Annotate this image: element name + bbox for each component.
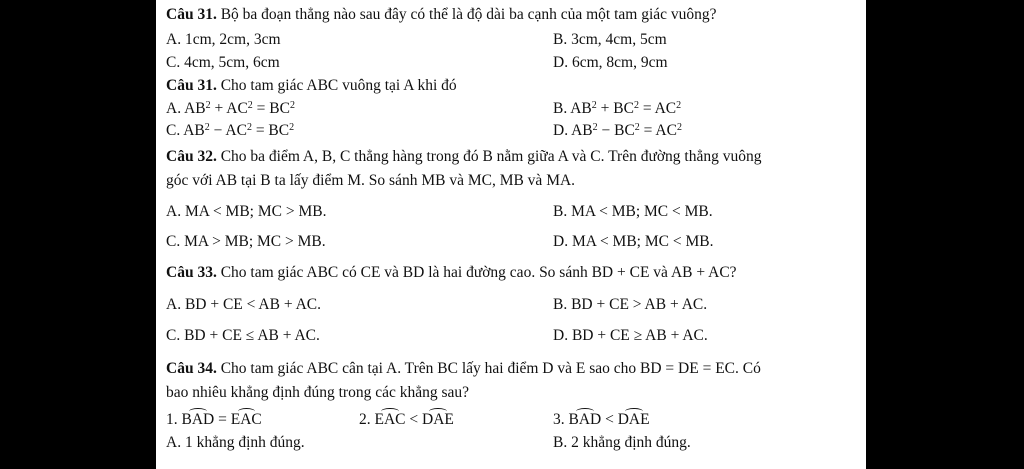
q33-stem: Câu 33. Cho tam giác ABC có CE và BD là hai đường cao. So sánh BD + CE và AB + AC? xyxy=(166,264,737,281)
q34-statement-3: 3. BAD < DAE xyxy=(553,411,650,428)
worksheet-page xyxy=(156,0,866,469)
q34-stem-line2: bao nhiêu khẳng định đúng trong các khẳng sau? xyxy=(166,384,470,401)
q31a-stem: Câu 31. Bộ ba đoạn thẳng nào sau đây có thể là độ dài ba cạnh của một tam giác vuông? xyxy=(166,6,717,23)
angle-mark: DAE xyxy=(422,411,454,428)
q31b-stem: Câu 31. Cho tam giác ABC vuông tại A khi đó xyxy=(166,77,457,94)
q33-option-b: B. BD + CE > AB + AC. xyxy=(553,296,708,313)
angle-mark: BAD xyxy=(568,411,602,428)
q32-option-b: B. MA < MB; MC < MB. xyxy=(553,203,713,220)
q33-option-a: A. BD + CE < AB + AC. xyxy=(166,296,321,313)
q32-option-d: D. MA < MB; MC < MB. xyxy=(553,233,714,250)
q34-stem-line1: Câu 34. Cho tam giác ABC cân tại A. Trên BC lấy hai điểm D và E sao cho BD = DE = EC. Có xyxy=(166,360,761,377)
q33-option-c: C. BD + CE ≤ AB + AC. xyxy=(166,327,320,344)
q32-stem-line1: Câu 32. Cho ba điểm A, B, C thẳng hàng trong đó B nằm giữa A và C. Trên đường thẳng vuông xyxy=(166,148,762,165)
angle-mark: EAC xyxy=(374,411,406,428)
q32-stem-line2: góc với AB tại B ta lấy điểm M. So sánh MB và MC, MB và MA. xyxy=(166,172,576,189)
angle-mark: EAC xyxy=(230,411,262,428)
q31a-option-c: C. 4cm, 5cm, 6cm xyxy=(166,54,280,71)
q32-option-c: C. MA > MB; MC > MB. xyxy=(166,233,326,250)
q31b-option-a: A. $AB^2 + AC^2 = BC^2$ xyxy=(166,100,295,117)
q34-option-b: B. 2 khẳng định đúng. xyxy=(553,434,691,451)
angle-mark: BAD xyxy=(181,411,215,428)
q32-option-a: A. MA < MB; MC > MB. xyxy=(166,203,327,220)
q34-option-a: A. 1 khẳng định đúng. xyxy=(166,434,305,451)
q34-statement-2: 2. EAC < DAE xyxy=(359,411,454,428)
angle-mark: DAE xyxy=(617,411,650,428)
q31b-option-c: C. $AB^2 - AC^2 = BC^2$ xyxy=(166,122,295,139)
q31b-option-d: D. $AB^2 - BC^2 = AC^2$ xyxy=(553,122,682,139)
q34-statement-1: 1. BAD = EAC xyxy=(166,411,262,428)
q33-option-d: D. BD + CE ≥ AB + AC. xyxy=(553,327,708,344)
q31b-option-b: B. $AB^2 + BC^2 = AC^2$ xyxy=(553,100,682,117)
q31a-option-a: A. 1cm, 2cm, 3cm xyxy=(166,31,281,48)
q31a-option-b: B. 3cm, 4cm, 5cm xyxy=(553,31,667,48)
q31a-option-d: D. 6cm, 8cm, 9cm xyxy=(553,54,668,71)
